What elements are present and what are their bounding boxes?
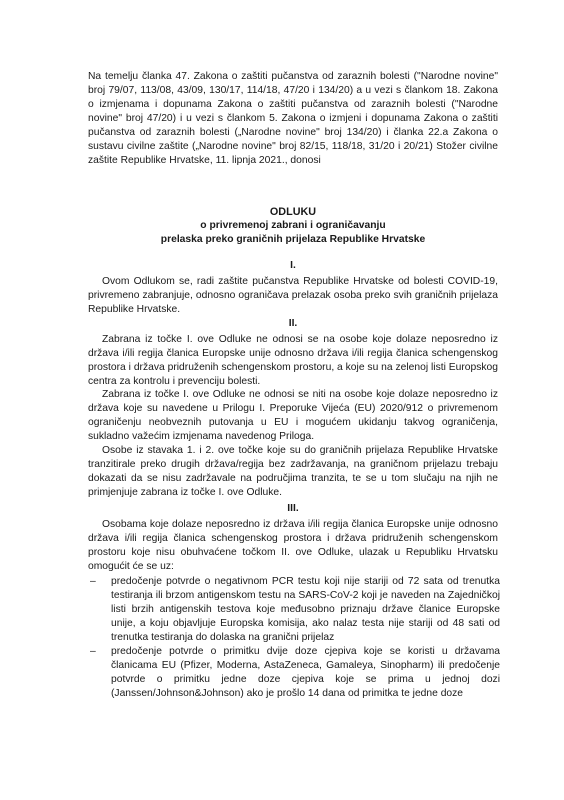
list-item bbox=[88, 645, 500, 701]
section-2-paragraph-2: Zabrana iz točke I. ove Odluke ne odnosi se niti na osobe koje dolaze neposredno iz država koje su navedene u Prilogu I. Preporuke Vijeća (EU) 2020/912 o privremenom ograničenju neobveznih putovanja u EU i mogućem ukidanju takvog ograničenja, sukladno važećim izmjenama navedenog Priloga. bbox=[88, 389, 498, 442]
section-3-number: III. bbox=[287, 503, 299, 514]
document-title: ODLUKU bbox=[269, 206, 317, 218]
section-2-paragraph-1: Zabrana iz točke I. ove Odluke ne odnosi se na osobe koje dolaze neposredno iz država i/ili regija članica Europske unije odnosno država i/ili regija članica schengenskog prostora i država pridruženih schengenskom prostoru, a koje su na zelenoj listi Europskog centra za kontrolu i prevenciju bolesti. bbox=[88, 334, 498, 387]
preamble-paragraph: Na temelju članka 47. Zakona o zaštiti pučanstva od zaraznih bolesti ("Narodne novine" broj 79/07, 113/08, 43/09, 130/17, 114/18, 47/20 i 134/20) a u vezi s člankom 18. Zakona o izmjenama i dopunama Zakona o zaštiti pučanstva od zaraznih bolesti ("Narodne novine" broj 47/20) i u vezi s člankom 5. Zakona o izmjeni i dopunama Zakona o zaštiti pučanstva od zaraznih bolesti („Narodne novine" broj 134/20) i članka 22.a Zakona o sustavu civilne zaštite („Narodne novine" broj 82/15, 118/18, 31/20 i 20/21) Stožer civilne zaštite Republike Hrvatske, 11. lipnja 2021., donosi bbox=[88, 71, 498, 166]
requirement-negative-test: predočenje potvrde o negativnom PCR testu koji nije stariji od 72 sata od trenutka testiranja ili brzom antigenskom testu na SARS-CoV-2 koji je naveden na Zajedničkoj listi brzih antigenskih testova koje međusobno priznaju države članice Europske unije, a koju objavljuje Europska komisija, ako nalaz testa nije stariji od 48 sati od trenutka testiranja do dolaska na granični prijelaz bbox=[111, 576, 500, 643]
section-2-number: II. bbox=[288, 318, 298, 329]
document-subtitle-line2: prelaska preko graničnih prijelaza Republike Hrvatske bbox=[160, 234, 426, 245]
requirement-vaccination: predočenje potvrde o primitku dvije doze cjepiva koje se koristi u državama članicama EU (Pfizer, Moderna, AstaZeneca, Gamaleya, Sinopharm) ili predočenje potvrde o primitku jedne doze cjepiva koje se prima u jednoj dozi (Janssen/Johnson&Johnson) ako je prošlo 14 dana od primitka te jedne doze bbox=[111, 646, 500, 699]
section-1-paragraph: Ovom Odlukom se, radi zaštite pučanstva Republike Hrvatske od bolesti COVID-19, privremeno zabranjuje, odnosno ograničava prelazak osoba preko svih graničnih prijelaza Republike Hrvatske. bbox=[88, 276, 498, 315]
dash-bullet-icon: – bbox=[90, 576, 96, 587]
document-subtitle-line1: o privremenoj zabrani i ograničavanju bbox=[200, 220, 386, 231]
list-item bbox=[88, 575, 500, 645]
section-1-number: I. bbox=[290, 260, 296, 271]
section-3-intro: Osobama koje dolaze neposredno iz država i/ili regija članica Europske unije odnosno država i/ili regija članica schengenskog prostora i država pridruženih schengenskom prostoru koje nisu obuhvaćene točkom II. ove Odluke, ulazak u Republiku Hrvatsku omogućit će se uz: bbox=[88, 519, 498, 572]
entry-requirements-list bbox=[88, 575, 500, 701]
section-2-paragraph-3: Osobe iz stavaka 1. i 2. ove točke koje su do graničnih prijelaza Republike Hrvatske tranzitirale preko drugih država/regija bez zadržavanja, na graničnom prijelazu trebaju dokazati da se nisu zadržavale na područjima tranzita, te se u tom slučaju na njih ne primjenjuje zabrana iz točke I. ove Odluke. bbox=[88, 445, 498, 498]
dash-bullet-icon: – bbox=[90, 646, 96, 657]
